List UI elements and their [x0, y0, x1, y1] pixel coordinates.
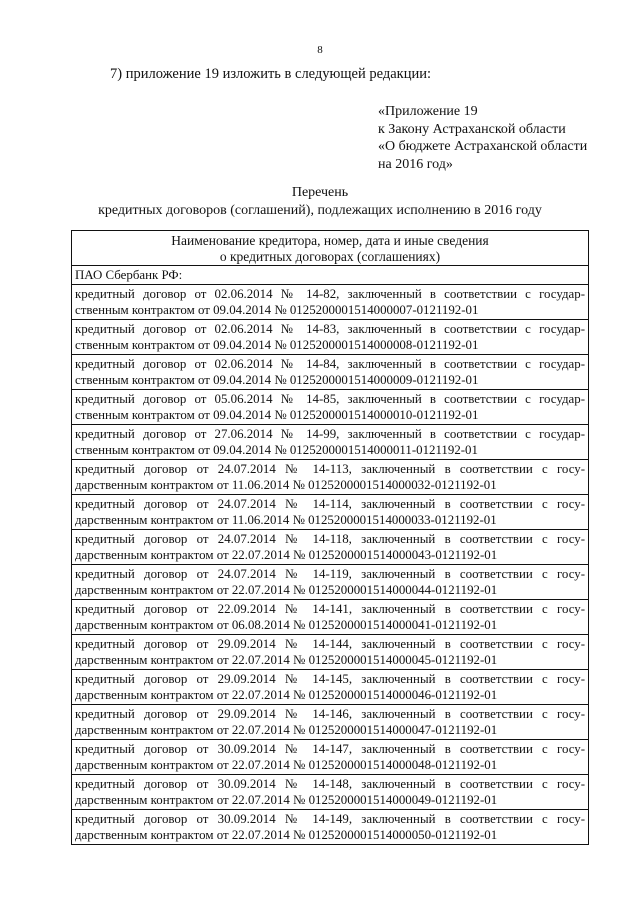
column-header-line: Наименование кредитора, номер, дата и иные сведения	[171, 233, 489, 248]
agreement-line: кредитный договор от 30.09.2014 № 14-147, заключенный в соответствии с госу-	[75, 741, 585, 756]
agreement-cell	[72, 634, 589, 669]
agreement-line: дарственным контрактом от 06.08.2014 № 0125200001514000041-0121192-01	[75, 618, 498, 632]
agreement-cell	[72, 669, 589, 704]
page-number: 8	[317, 44, 323, 56]
agreement-line: ственным контрактом от 09.04.2014 № 0125200001514000009-0121192-01	[75, 373, 479, 387]
table-row	[72, 284, 589, 319]
agreement-line: кредитный договор от 02.06.2014 № 14-82, заключенный в соответствии с государ-	[75, 286, 585, 301]
agreement-cell	[72, 704, 589, 739]
agreement-line: ственным контрактом от 09.04.2014 № 0125200001514000007-0121192-01	[75, 303, 479, 317]
agreement-cell	[72, 809, 589, 844]
agreement-line: кредитный договор от 24.07.2014 № 14-118, заключенный в соответствии с госу-	[75, 531, 585, 546]
agreement-line: дарственным контрактом от 22.07.2014 № 0125200001514000049-0121192-01	[75, 793, 498, 807]
table-row	[72, 424, 589, 459]
table-row	[72, 809, 589, 844]
annex-header-line: к Закону Астраханской области	[378, 121, 566, 137]
annex-header	[378, 103, 587, 173]
table-row	[72, 669, 589, 704]
table-header-row	[72, 231, 589, 266]
agreement-line: ственным контрактом от 09.04.2014 № 0125200001514000010-0121192-01	[75, 408, 479, 422]
agreement-line: кредитный договор от 29.09.2014 № 14-145, заключенный в соответствии с госу-	[75, 671, 585, 686]
agreement-line: дарственным контрактом от 22.07.2014 № 0125200001514000043-0121192-01	[75, 548, 498, 562]
agreement-cell	[72, 564, 589, 599]
agreement-line: дарственным контрактом от 22.07.2014 № 0125200001514000046-0121192-01	[75, 688, 498, 702]
agreement-cell	[72, 459, 589, 494]
agreement-cell	[72, 354, 589, 389]
agreement-line: дарственным контрактом от 11.06.2014 № 0125200001514000032-0121192-01	[75, 478, 497, 492]
agreement-line: кредитный договор от 27.06.2014 № 14-99, заключенный в соответствии с государ-	[75, 426, 585, 441]
creditor-row	[72, 266, 589, 285]
table-row	[72, 634, 589, 669]
agreement-line: дарственным контрактом от 11.06.2014 № 0125200001514000033-0121192-01	[75, 513, 497, 527]
agreement-line: дарственным контрактом от 22.07.2014 № 0125200001514000045-0121192-01	[75, 653, 498, 667]
agreement-cell	[72, 424, 589, 459]
agreement-line: ственным контрактом от 09.04.2014 № 0125200001514000011-0121192-01	[75, 443, 478, 457]
agreement-line: кредитный договор от 29.09.2014 № 14-144, заключенный в соответствии с госу-	[75, 636, 585, 651]
table-row	[72, 389, 589, 424]
table-row	[72, 459, 589, 494]
agreement-line: кредитный договор от 30.09.2014 № 14-148, заключенный в соответствии с госу-	[75, 776, 585, 791]
agreement-line: дарственным контрактом от 22.07.2014 № 0125200001514000047-0121192-01	[75, 723, 498, 737]
credit-agreements-table	[71, 230, 589, 845]
agreement-cell	[72, 739, 589, 774]
agreement-line: кредитный договор от 29.09.2014 № 14-146, заключенный в соответствии с госу-	[75, 706, 585, 721]
agreement-line: кредитный договор от 24.07.2014 № 14-119, заключенный в соответствии с госу-	[75, 566, 585, 581]
agreement-line: кредитный договор от 24.07.2014 № 14-114, заключенный в соответствии с госу-	[75, 496, 585, 511]
agreement-line: кредитный договор от 02.06.2014 № 14-83, заключенный в соответствии с государ-	[75, 321, 585, 336]
agreement-cell	[72, 494, 589, 529]
table-row	[72, 564, 589, 599]
annex-header-line: «О бюджете Астраханской области	[378, 139, 588, 154]
agreement-line: кредитный договор от 24.07.2014 № 14-113, заключенный в соответствии с госу-	[75, 461, 585, 476]
annex-header-line: на 2016 год»	[378, 156, 453, 172]
table-row	[72, 704, 589, 739]
table-row	[72, 354, 589, 389]
table-row	[72, 494, 589, 529]
creditor-name: ПАО Сбербанк РФ:	[72, 266, 589, 285]
agreement-line: ственным контрактом от 09.04.2014 № 0125200001514000008-0121192-01	[75, 338, 479, 352]
agreement-line: кредитный договор от 02.06.2014 № 14-84, заключенный в соответствии с государ-	[75, 356, 585, 371]
table-row	[72, 739, 589, 774]
agreement-line: дарственным контрактом от 22.07.2014 № 0125200001514000048-0121192-01	[75, 758, 498, 772]
annex-header-line: «Приложение 19	[378, 104, 478, 119]
column-header	[72, 231, 589, 266]
amendment-intro: 7) приложение 19 изложить в следующей редакции:	[110, 66, 432, 82]
list-title-line: кредитных договоров (соглашений), подлежащих исполнению в 2016 году	[98, 203, 542, 218]
agreement-cell	[72, 599, 589, 634]
agreement-cell	[72, 529, 589, 564]
agreement-line: дарственным контрактом от 22.07.2014 № 0125200001514000044-0121192-01	[75, 583, 498, 597]
table-row	[72, 774, 589, 809]
list-title	[0, 184, 640, 220]
table-row	[72, 319, 589, 354]
agreement-line: кредитный договор от 30.09.2014 № 14-149, заключенный в соответствии с госу-	[75, 811, 585, 826]
agreement-cell	[72, 284, 589, 319]
agreement-line: кредитный договор от 22.09.2014 № 14-141, заключенный в соответствии с госу-	[75, 601, 585, 616]
agreement-line: кредитный договор от 05.06.2014 № 14-85, заключенный в соответствии с государ-	[75, 391, 585, 406]
column-header-line: о кредитных договорах (соглашениях)	[219, 249, 441, 264]
table-row	[72, 529, 589, 564]
agreement-cell	[72, 319, 589, 354]
agreement-cell	[72, 774, 589, 809]
table-row	[72, 599, 589, 634]
agreement-line: дарственным контрактом от 22.07.2014 № 0125200001514000050-0121192-01	[75, 828, 498, 842]
agreement-cell	[72, 389, 589, 424]
list-title-line: Перечень	[291, 185, 349, 200]
